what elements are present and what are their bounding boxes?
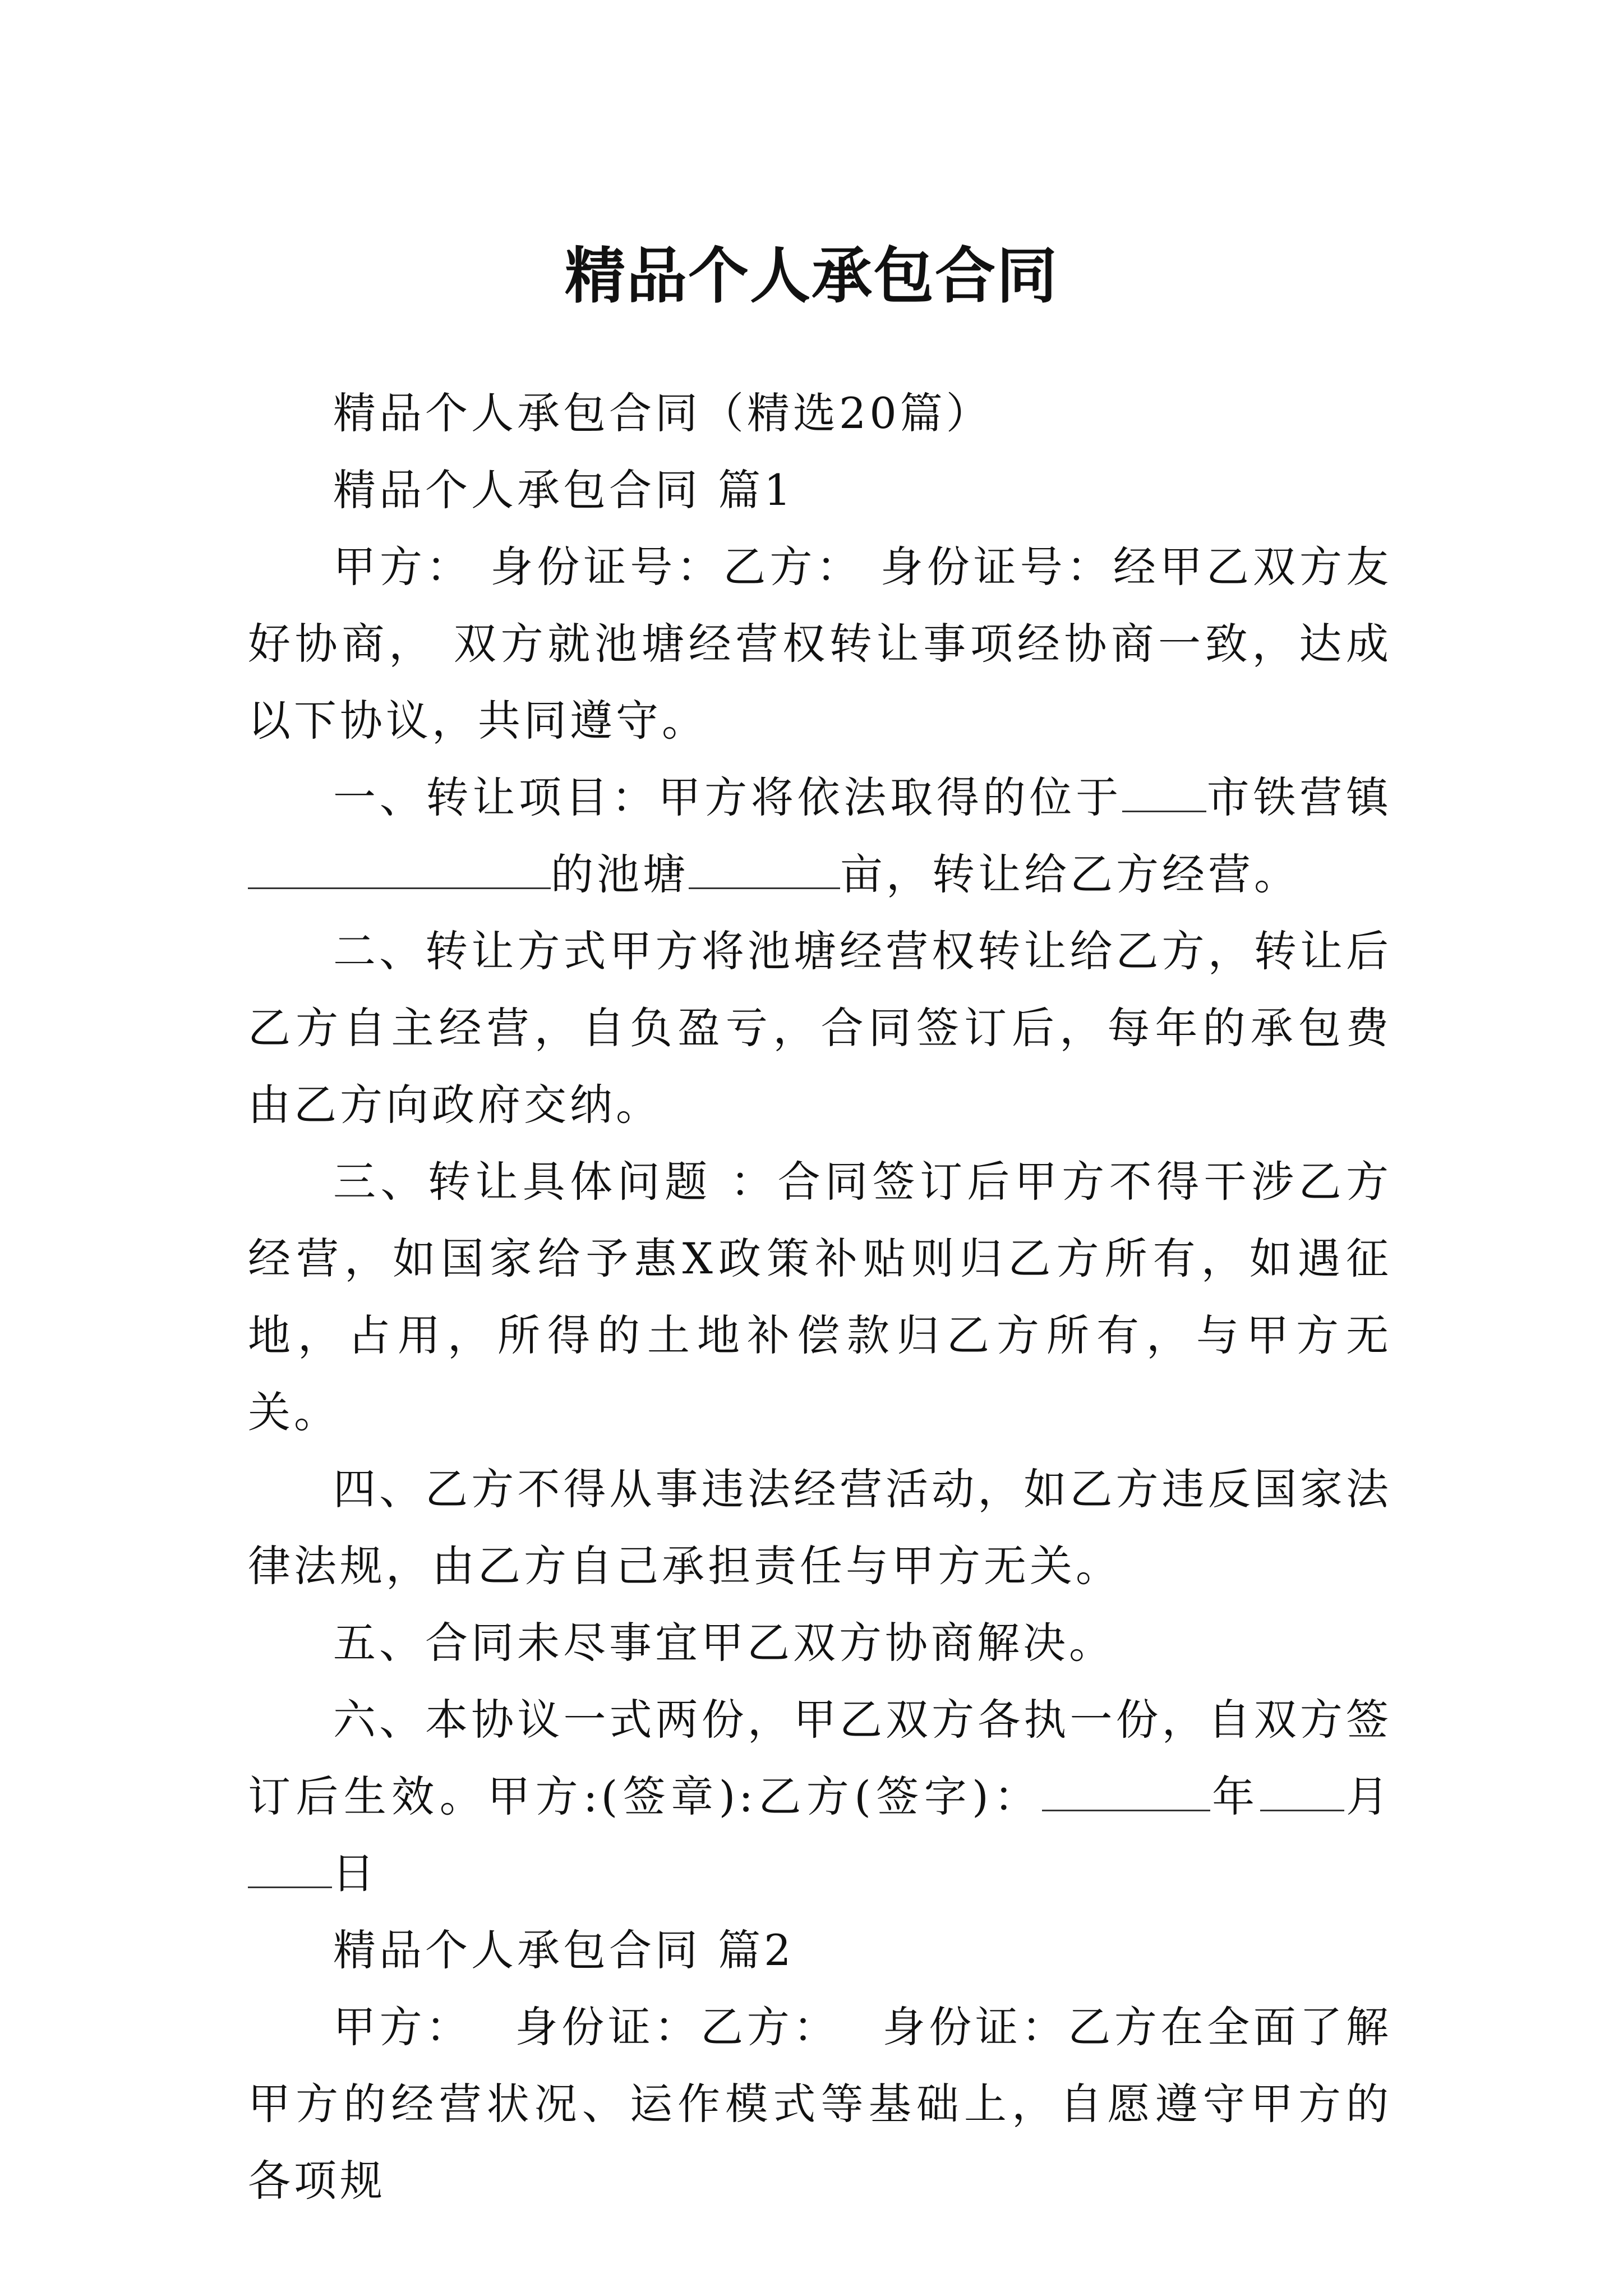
blank-city: [1122, 772, 1206, 812]
section-1-item-1: [248, 759, 1392, 913]
item-1-text-b: 市铁营镇: [1206, 772, 1393, 822]
blank-location: [248, 849, 551, 889]
s2-party-a: 甲方：: [333, 2002, 472, 2052]
section-1-heading: 精品个人承包合同 篇1: [333, 465, 795, 515]
section-2-parties: [248, 1989, 1392, 2219]
s2-id-a: 身份证：乙方：: [514, 2002, 840, 2052]
document-body: [248, 375, 1392, 2219]
month-label: 月: [1344, 1772, 1392, 1821]
section-1-parties: 甲方： 身份证号：乙方： 身份证号：经甲乙双方友好协商， 双方就池塘经营权转让事项经协商一致，达成以下协议，共同遵守。: [248, 542, 1392, 746]
section-1-item-3: 三、转让具体问题 ：合同签订后甲方不得干涉乙方经营，如国家给予惠X政策补贴则归乙方所有，如遇征地，占用，所得的土地补偿款归乙方所有，与甲方无关。: [248, 1157, 1392, 1437]
section-2-heading: 精品个人承包合同 篇2: [333, 1925, 795, 1975]
year-label: 年: [1210, 1772, 1260, 1821]
item-1-text-a: 一、转让项目：甲方将依法取得的位于: [333, 772, 1122, 822]
section-1-item-5: 五、合同未尽事宜甲乙双方协商解决。: [333, 1618, 1115, 1668]
section-1-item-4: 四、乙方不得从事违法经营活动，如乙方违反国家法律法规，由乙方自己承担责任与甲方无关。: [248, 1464, 1392, 1591]
day-label: 日: [332, 1848, 378, 1898]
blank-area: [689, 849, 840, 889]
document-subtitle: 精品个人承包合同（精选20篇）: [333, 388, 992, 438]
item-1-text-d: 亩，转让给乙方经营。: [840, 849, 1300, 899]
item-1-text-c: 的池塘: [551, 849, 689, 899]
section-1-item-2: 二、转让方式甲方将池塘经营权转让给乙方，转让后乙方自主经营，自负盈亏，合同签订后，每年的承包费由乙方向政府交纳。: [248, 926, 1392, 1130]
section-1-item-6: [248, 1681, 1392, 1912]
s2-id-b: 身份证：乙方在全面了解甲方的经营状况、运作模式等基础上，自愿遵守甲方的各项规: [248, 2002, 1393, 2206]
document-title: 精品个人承包合同: [564, 241, 1058, 312]
blank-day: [248, 1848, 332, 1888]
blank-year: [1042, 1772, 1210, 1811]
blank-month: [1260, 1772, 1344, 1811]
item-6-text: 六、本协议一式两份，甲乙双方各执一份，自双方签订后生效。甲方:(签章):乙方(签字)：: [248, 1695, 1392, 1821]
